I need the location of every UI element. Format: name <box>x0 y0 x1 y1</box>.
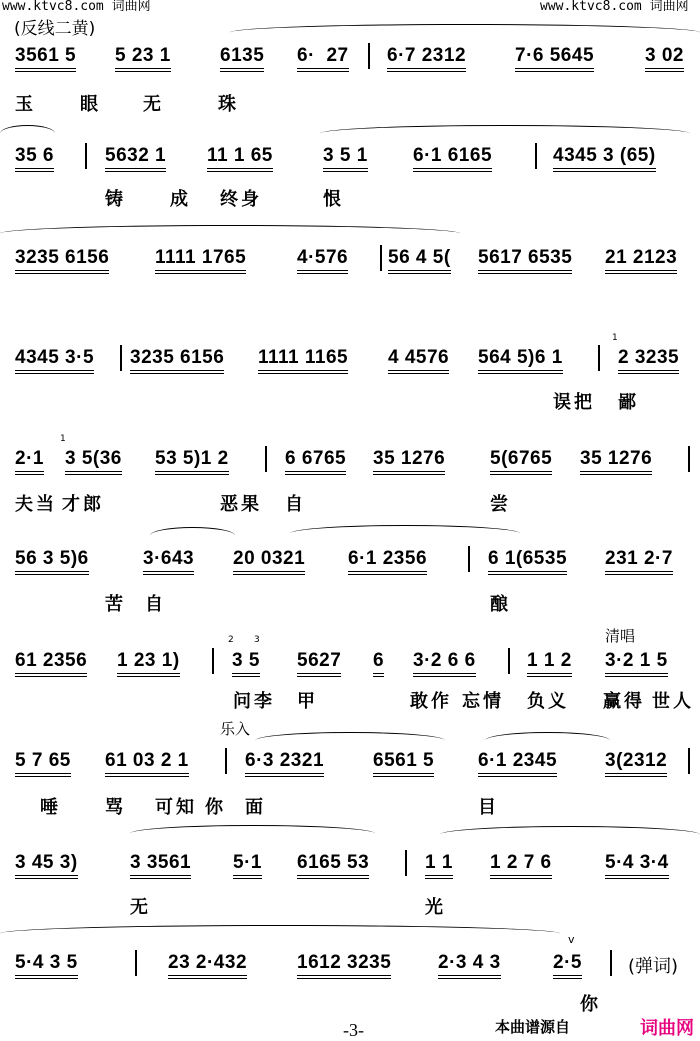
note-group: 3·2 1 5 <box>605 650 668 677</box>
note-group: 6·1 2345 <box>478 750 557 777</box>
slur-line <box>0 125 55 142</box>
note-group: 3 5 1 <box>323 145 368 172</box>
note-group: 5(6765 <box>490 448 552 475</box>
slur-line <box>150 527 235 544</box>
note-group: 1612 3235 <box>297 952 391 979</box>
note-group: 3235 6156 <box>130 347 224 374</box>
lyric: 自 <box>145 594 166 615</box>
note-group: 6·1 2356 <box>348 548 427 575</box>
note-group: 6·3 2321 <box>245 750 324 777</box>
grace-note: 3 <box>254 635 260 645</box>
barline <box>688 748 690 774</box>
note-group: 6 <box>373 650 384 677</box>
slur-line <box>0 225 460 242</box>
lyric: 终身 <box>220 189 262 210</box>
note-group: 11 1 65 <box>207 145 273 172</box>
slur-line <box>0 925 560 942</box>
annotation-qingchang: 清唱 <box>605 627 636 645</box>
barline <box>265 446 267 472</box>
note-group: 6 1(6535 <box>488 548 567 575</box>
note-group: 3235 6156 <box>15 247 109 274</box>
note-group: 564 5)6 1 <box>478 347 563 374</box>
note-group: 35 6 <box>15 145 54 172</box>
lyric: 无 <box>130 897 151 918</box>
barline <box>688 446 690 472</box>
lyric: 你 <box>580 994 601 1015</box>
lyric: 面 <box>245 797 266 818</box>
note-group: 2 3235 <box>618 347 679 374</box>
lyric: 目 <box>478 797 499 818</box>
lyric: 光 <box>425 897 446 918</box>
note-group: 5617 6535 <box>478 247 572 274</box>
note-group: 7·6 5645 <box>515 45 594 72</box>
lyric: 赢得 <box>603 691 645 712</box>
note-group: 1 23 1) <box>117 650 180 677</box>
lyric: 夫当 <box>15 494 57 515</box>
note-group: 6561 5 <box>373 750 434 777</box>
note-group: 3(2312 <box>605 750 667 777</box>
source-label: 本曲谱源自 <box>495 1018 571 1036</box>
lyric: 唾 <box>40 797 61 818</box>
lyric: 才郎 <box>62 494 104 515</box>
barline <box>368 43 370 69</box>
lyric: 忘情 <box>462 691 504 712</box>
lyric: 甲 <box>297 691 318 712</box>
note-group: 56 3 5)6 <box>15 548 89 575</box>
lyric: 可知 <box>155 797 197 818</box>
note-group: 4·576 <box>297 247 348 274</box>
lyric: 成 <box>170 189 191 210</box>
watermark: www.ktvc8.com 词曲网 <box>2 0 151 14</box>
slur-line <box>320 125 690 142</box>
barline <box>610 950 612 976</box>
note-group: 6 6765 <box>285 448 346 475</box>
note-group: 53 5)1 2 <box>155 448 229 475</box>
note-group: 61 03 2 1 <box>105 750 189 777</box>
note-group: 5 23 1 <box>115 45 171 72</box>
note-group: 5·1 <box>233 852 262 879</box>
note-group: 4 4576 <box>388 347 449 374</box>
note-group: 5632 1 <box>105 145 166 172</box>
note-group: 23 2·432 <box>168 952 247 979</box>
barline <box>508 648 510 674</box>
grace-note: 2 <box>228 635 234 645</box>
lyric: 恶果 <box>220 494 262 515</box>
note-group: 3·643 <box>143 548 194 575</box>
slur-line <box>290 525 520 542</box>
breath-mark: v <box>568 933 575 946</box>
lyric: 误把 <box>553 392 595 413</box>
note-group: 1111 1765 <box>155 247 246 274</box>
slur-line <box>130 825 375 842</box>
barline <box>85 143 87 169</box>
lyric: 尝 <box>490 494 511 515</box>
note-group: 5 7 65 <box>15 750 71 777</box>
note-group: 61 2356 <box>15 650 87 677</box>
note-group: 20 0321 <box>233 548 305 575</box>
note-group: 21 2123 <box>605 247 677 274</box>
note-group: 1 1 <box>425 852 453 879</box>
note-group: 6· 27 <box>297 45 349 72</box>
lyric: 你 <box>205 797 226 818</box>
lyric: 眼 <box>80 94 101 115</box>
lyric: 恨 <box>323 189 344 210</box>
lyric: 玉 <box>15 94 36 115</box>
note-group: 4345 3·5 <box>15 347 94 374</box>
page-number: -3- <box>343 1020 364 1040</box>
note-group: 4345 3 (65) <box>553 145 656 172</box>
slur-line <box>230 24 700 41</box>
note-group: 3 3561 <box>130 852 191 879</box>
watermark: www.ktvc8.com 词曲网 <box>540 0 689 14</box>
note-group: 231 2·7 <box>605 548 673 575</box>
lyric: 自 <box>285 494 306 515</box>
note-group: 3 02 <box>645 45 684 72</box>
barline <box>212 648 214 674</box>
note-group: 3 45 3) <box>15 852 78 879</box>
note-group: 6165 53 <box>297 852 369 879</box>
barline <box>120 345 122 371</box>
lyric: 苦 <box>105 594 126 615</box>
barline <box>225 748 227 774</box>
key-signature: (反线二黄) <box>14 19 96 39</box>
note-group: 6135 <box>220 45 264 72</box>
note-group: 2·5 <box>553 952 582 979</box>
lyric: 无 <box>143 94 164 115</box>
note-group: 1 1 2 <box>527 650 572 677</box>
barline <box>135 950 137 976</box>
grace-note: 1 <box>612 333 618 343</box>
site-logo: 词曲网 <box>640 1018 694 1039</box>
barline <box>598 345 600 371</box>
note-group: 3 5 <box>232 650 260 677</box>
note-group: 5627 <box>297 650 341 677</box>
note-group: 35 1276 <box>580 448 652 475</box>
note-group: 1 2 7 6 <box>490 852 552 879</box>
note-group: 35 1276 <box>373 448 445 475</box>
note-group: 3 5(36 <box>65 448 122 475</box>
note-group: 3·2 6 6 <box>413 650 476 677</box>
note-group: 2·1 <box>15 448 44 475</box>
lyric: 铸 <box>105 189 126 210</box>
barline <box>535 143 537 169</box>
lyric: 负义 <box>527 691 569 712</box>
slur-line <box>440 826 700 843</box>
lyric: 酿 <box>490 594 511 615</box>
note-group: 6·1 6165 <box>413 145 492 172</box>
performance-note: (弹词) <box>628 956 679 977</box>
grace-note: 1 <box>60 434 66 444</box>
lyric: 世人 <box>652 691 694 712</box>
note-group: 56 4 5( <box>388 247 451 274</box>
lyric: 问李 <box>233 691 275 712</box>
lyric: 骂 <box>105 797 126 818</box>
note-group: 5·4 3 5 <box>15 952 78 979</box>
lyric: 敢作 <box>410 691 452 712</box>
note-group: 6·7 2312 <box>387 45 466 72</box>
lyric: 珠 <box>218 94 239 115</box>
barline <box>468 546 470 572</box>
slur-line <box>485 732 610 749</box>
lyric: 鄙 <box>618 392 639 413</box>
slur-line <box>255 732 445 749</box>
barline <box>380 245 382 271</box>
annotation-yueru: 乐入 <box>220 720 251 738</box>
note-group: 3561 5 <box>15 45 76 72</box>
note-group: 2·3 4 3 <box>438 952 501 979</box>
note-group: 5·4 3·4 <box>605 852 669 879</box>
barline <box>405 850 407 876</box>
note-group: 1111 1165 <box>258 347 348 374</box>
